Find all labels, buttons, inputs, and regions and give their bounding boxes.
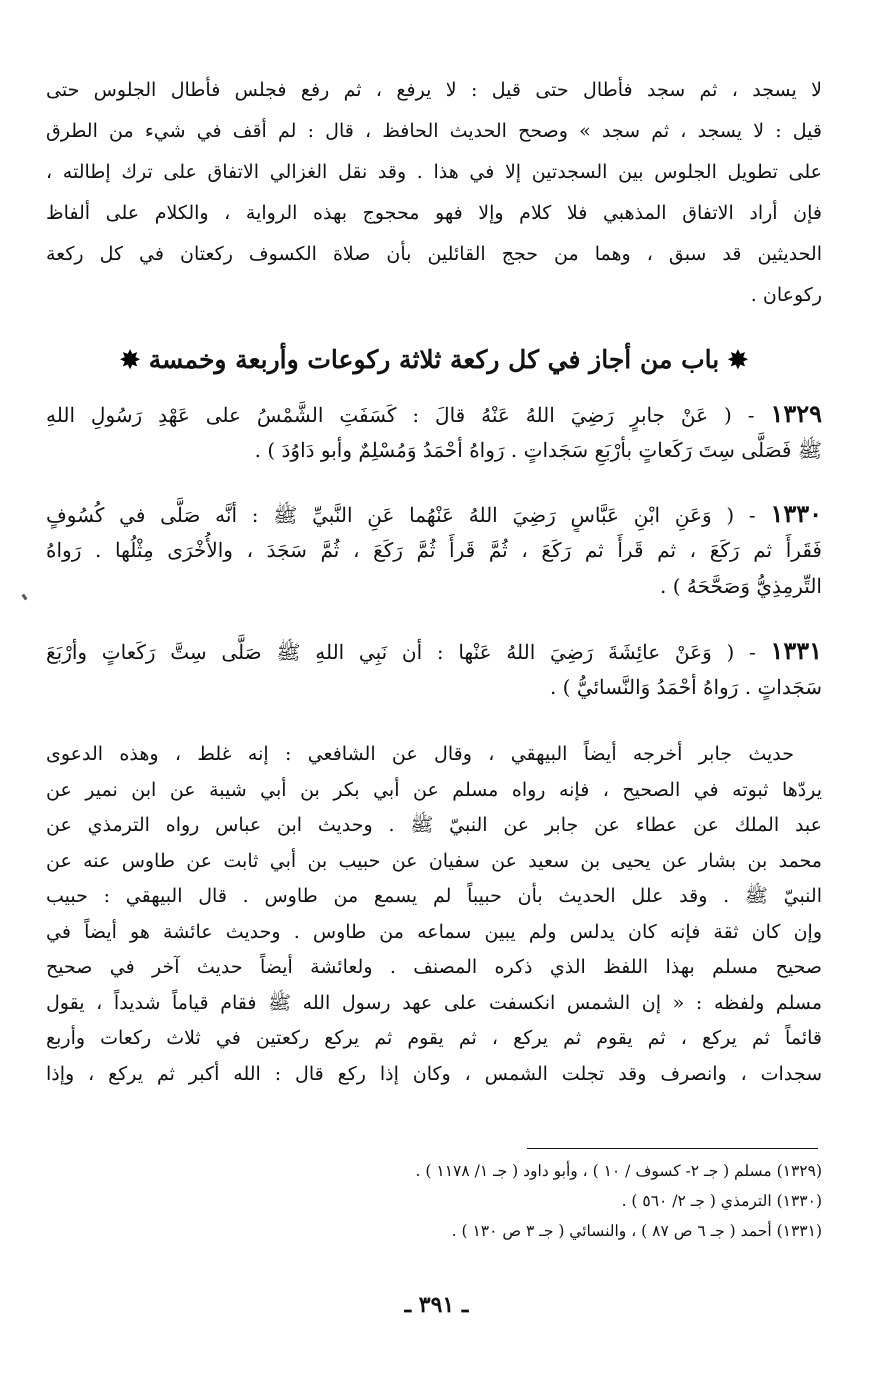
text-line: ﷺ فَصَلَّى سِتَ رَكَعاتٍ بأرْبَعِ سَجَداتٍ . رَواهُ أحْمَدُ وَمُسْلِمٌ وأبو دَاوُدَ ) . <box>254 438 822 462</box>
star-ornament-icon: ✸ <box>119 345 141 374</box>
text-line: الحديثين قد سبق ، وهما من حجج القائلين بأن صلاة الكسوف ركعتان في كل ركعة <box>46 243 822 265</box>
star-ornament-icon: ✸ <box>727 345 749 374</box>
text-line: عبد الملك عن عطاء عن جابر عن النبيّ ﷺ . وحديث ابن عباس رواه الترمذي عن <box>46 814 822 836</box>
text-line: ١٣٢٩ - ( عَنْ جابرٍ رَضِيَ اللهُ عَنْهُ قالَ : كَسَفَتِ الشَّمْسُ على عَهْدِ رَسُولِ اللهِ <box>46 399 822 428</box>
page-number: ـ ٣٩١ ـ <box>404 1292 469 1318</box>
footnote-1330: (١٣٣٠) الترمذي ( جـ ٢/ ٥٦٠ ) . <box>621 1192 822 1210</box>
text-line: محمد بن بشار عن يحيى بن سعيد عن سفيان عن حبيب بن أبي ثابت عن طاوس عنه عن <box>46 849 822 872</box>
text-line: سَجَداتٍ . رَواهُ أحْمَدُ وَالنَّسائيُّ ) . <box>549 675 822 699</box>
text-line: التِّرمِذِيُّ وَصَحَّحَهُ ) . <box>659 574 822 598</box>
text-line: صحيح مسلم بهذا اللفظ الذي ذكره المصنف . ولعائشة أيضاً حديث آخر في صحيح <box>46 956 822 978</box>
text-line: على تطويل الجلوس بين السجدتين إلا في هذا . وقد نقل الغزالي الاتفاق على ترك إطالته ، <box>46 161 822 183</box>
hadith-number: ١٣٣١ <box>770 636 822 665</box>
text-line: ركوعان . <box>750 284 822 306</box>
footnote-1331: (١٣٣١) أحمد ( جـ ٦ ص ٨٧ ) ، والنسائي ( جـ ٣ ص ١٣٠ ) . <box>451 1222 822 1240</box>
text-line: سجدات ، وانصرف وقد تجلت الشمس ، وكان إذا ركع قال : الله أكبر ثم يركع ، وإذا <box>46 1062 822 1085</box>
text-line: لا يسجد ، ثم سجد فأطال حتى قيل : لا يرفع ، ثم رفع فجلس فأطال الجلوس حتى <box>46 79 822 101</box>
hadith-1329 <box>46 396 822 468</box>
text-line: قيل : لا يسجد ، ثم سجد » وصحح الحديث الحافظ ، قال : لم أقف في شيء من الطرق <box>46 120 822 142</box>
text-line: وإن كان ثقة فإنه كان يدلس ولم يبين سماعه من طاوس . وحديث عائشة هو أيضاً في <box>46 920 822 943</box>
text-line: النبيّ ﷺ . وقد علل الحديث بأن حبيباً لم يسمع من طاوس . قال البيهقي : حبيب <box>46 885 822 907</box>
text-line: قائماً ثم يركع ، ثم يقوم ثم يركع ، ثم يقوم ثم يركع ركعتين في ثلاث ركعات وأربع <box>46 1027 822 1049</box>
text-line: ١٣٣٠ - ( وَعَنِ ابْنِ عَبَّاسٍ رَضِيَ اللهُ عَنْهُما عَنِ النَّبيِّ ﷺ : أنَّه صَلَّى في كُسُوفٍ <box>46 499 822 528</box>
footnotes <box>46 1156 822 1246</box>
commentary-paragraph <box>46 737 822 1092</box>
text-line: ١٣٣١ - ( وَعَنْ عائِشَةَ رَضِيَ اللهُ عَنْها : أن نَبِي اللهِ ﷺ صَلَّى سِتَّ رَكَعاتٍ وأرْبَعَ <box>46 636 822 665</box>
text-line: فَقَرأَ ثم رَكَعَ ، ثم قَرأَ ثم رَكَعَ ، ثُمَّ قَرأَ ثُمَّ رَكَعَ ، ثُمَّ سَجَدَ ، والأُخْرَى مِثْلُها . رَواهُ <box>46 538 822 562</box>
footnote-1329: (١٣٢٩) مسلم ( جـ ٢- كسوف / ١٠ ) ، وأبو داود ( جـ ١/ ١١٧٨ ) . <box>415 1162 822 1180</box>
hadith-number: ١٣٣٠ <box>770 499 822 528</box>
hadith-1331 <box>46 633 822 705</box>
text-line: فإن أراد الاتفاق المذهبي فلا كلام وإلا فهو محجوج بهذه الرواية ، والكلام على ألفاظ <box>46 202 822 224</box>
footnote-divider <box>527 1148 818 1149</box>
text-line: مسلم ولفظه : « إن الشمس انكسفت على عهد رسول الله ﷺ فقام قياماً شديداً ، يقول <box>46 991 822 1014</box>
text-line: يردّها ثبوته في الصحيح ، فإنه رواه مسلم عن أبي بكر بن أبي شيبة عن ابن نمير عن <box>46 778 822 801</box>
text-line: حديث جابر أخرجه أيضاً البيهقي ، وقال عن الشافعي : إنه غلط ، وهذه الدعوى <box>46 743 794 765</box>
scan-speck <box>22 594 28 601</box>
chapter-title: باب من أجاز في كل ركعة ثلاثة ركوعات وأربعة وخمسة <box>148 345 720 374</box>
chapter-heading <box>46 340 822 380</box>
hadith-number: ١٣٢٩ <box>770 399 822 428</box>
intro-paragraph <box>46 70 822 316</box>
hadith-1330 <box>46 496 822 604</box>
